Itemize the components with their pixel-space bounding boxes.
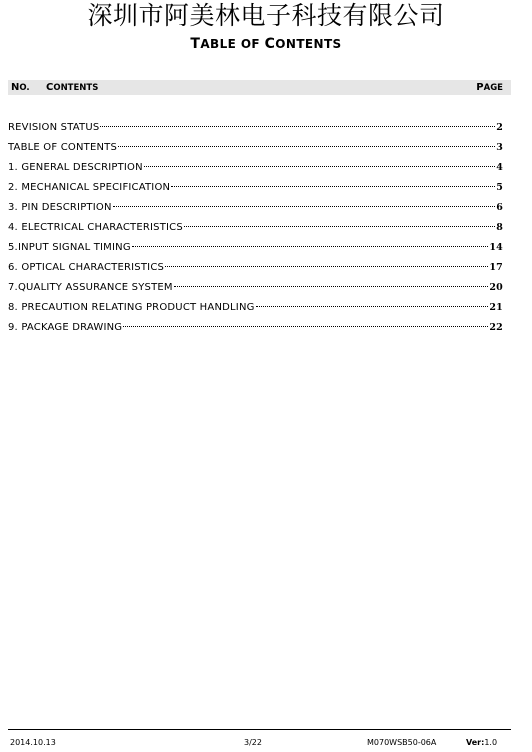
dot-leader (256, 305, 489, 307)
toc-entry-label: 2. MECHANICAL SPECIFICATION (8, 182, 171, 193)
toc-column-header (8, 80, 511, 95)
title-initial-1: T (190, 36, 201, 52)
toc-entry[interactable] (8, 138, 503, 158)
footer-page-number: 3/22 (244, 738, 262, 747)
footer-divider (8, 729, 511, 730)
dot-leader (184, 225, 495, 227)
toc-entry-label: 6. OPTICAL CHARACTERISTICS (8, 262, 165, 273)
toc-entry-label: 9. PACKAGE DRAWING (8, 322, 123, 333)
footer-date: 2014.10.13 (10, 738, 56, 747)
toc-entry-label: 4. ELECTRICAL CHARACTERISTICS (8, 222, 183, 233)
column-contents (46, 80, 98, 96)
title-rest-1: ABLE OF (200, 37, 265, 51)
toc-entry[interactable] (8, 298, 503, 318)
column-page-initial: P (476, 82, 484, 93)
table-of-contents (8, 118, 503, 338)
column-no-initial: N (11, 82, 20, 93)
dot-leader (132, 245, 489, 247)
dot-leader (174, 285, 489, 287)
toc-entry-page: 20 (489, 282, 503, 293)
toc-entry-page: 3 (496, 142, 503, 153)
toc-entry-page: 14 (489, 242, 503, 253)
toc-entry-page: 8 (496, 222, 503, 233)
column-contents-rest: ONTENTS (53, 83, 99, 93)
toc-entry[interactable] (8, 118, 503, 138)
dot-leader (113, 205, 496, 207)
column-no (11, 80, 30, 96)
toc-entry-label: 3. PIN DESCRIPTION (8, 202, 112, 213)
toc-entry[interactable] (8, 318, 503, 338)
toc-entry-page: 5 (496, 182, 503, 193)
toc-entry-label: TABLE OF CONTENTS (8, 142, 118, 153)
toc-entry[interactable] (8, 198, 503, 218)
footer-version-value: 1.0 (484, 738, 498, 747)
title-rest-2: ONTENTS (275, 37, 342, 51)
toc-entry[interactable] (8, 178, 503, 198)
dot-leader (100, 125, 495, 127)
dot-leader (118, 145, 495, 147)
footer-model-number: M070WSB50-06A (367, 738, 437, 747)
toc-entry-label: 7.QUALITY ASSURANCE SYSTEM (8, 282, 173, 293)
toc-entry-label: 1. GENERAL DESCRIPTION (8, 162, 143, 173)
toc-entry[interactable] (8, 218, 503, 238)
toc-entry[interactable] (8, 158, 503, 178)
column-page (476, 80, 503, 96)
company-name: 深圳市阿美林电子科技有限公司 (87, 1, 445, 30)
toc-entry-page: 2 (496, 122, 503, 133)
toc-entry-label: 5.INPUT SIGNAL TIMING (8, 242, 131, 253)
toc-entry[interactable] (8, 258, 503, 278)
dot-leader (144, 165, 495, 167)
toc-entry-page: 21 (489, 302, 503, 313)
footer-version-label: Ver: (466, 738, 485, 747)
toc-entry-page: 17 (489, 262, 503, 273)
toc-entry-page: 6 (496, 202, 503, 213)
toc-entry[interactable] (8, 278, 503, 298)
column-page-rest: AGE (483, 83, 503, 93)
document-title (0, 36, 532, 52)
toc-entry-page: 4 (496, 162, 503, 173)
dot-leader (165, 265, 488, 267)
toc-entry-label: REVISION STATUS (8, 122, 100, 133)
column-no-rest: O. (19, 83, 30, 93)
dot-leader (171, 185, 495, 187)
toc-entry-page: 22 (489, 322, 503, 333)
toc-entry[interactable] (8, 238, 503, 258)
column-contents-initial: C (46, 82, 54, 93)
footer-version (466, 738, 497, 748)
title-initial-2: C (264, 36, 276, 52)
dot-leader (123, 325, 488, 327)
toc-entry-label: 8. PRECAUTION RELATING PRODUCT HANDLING (8, 302, 255, 313)
